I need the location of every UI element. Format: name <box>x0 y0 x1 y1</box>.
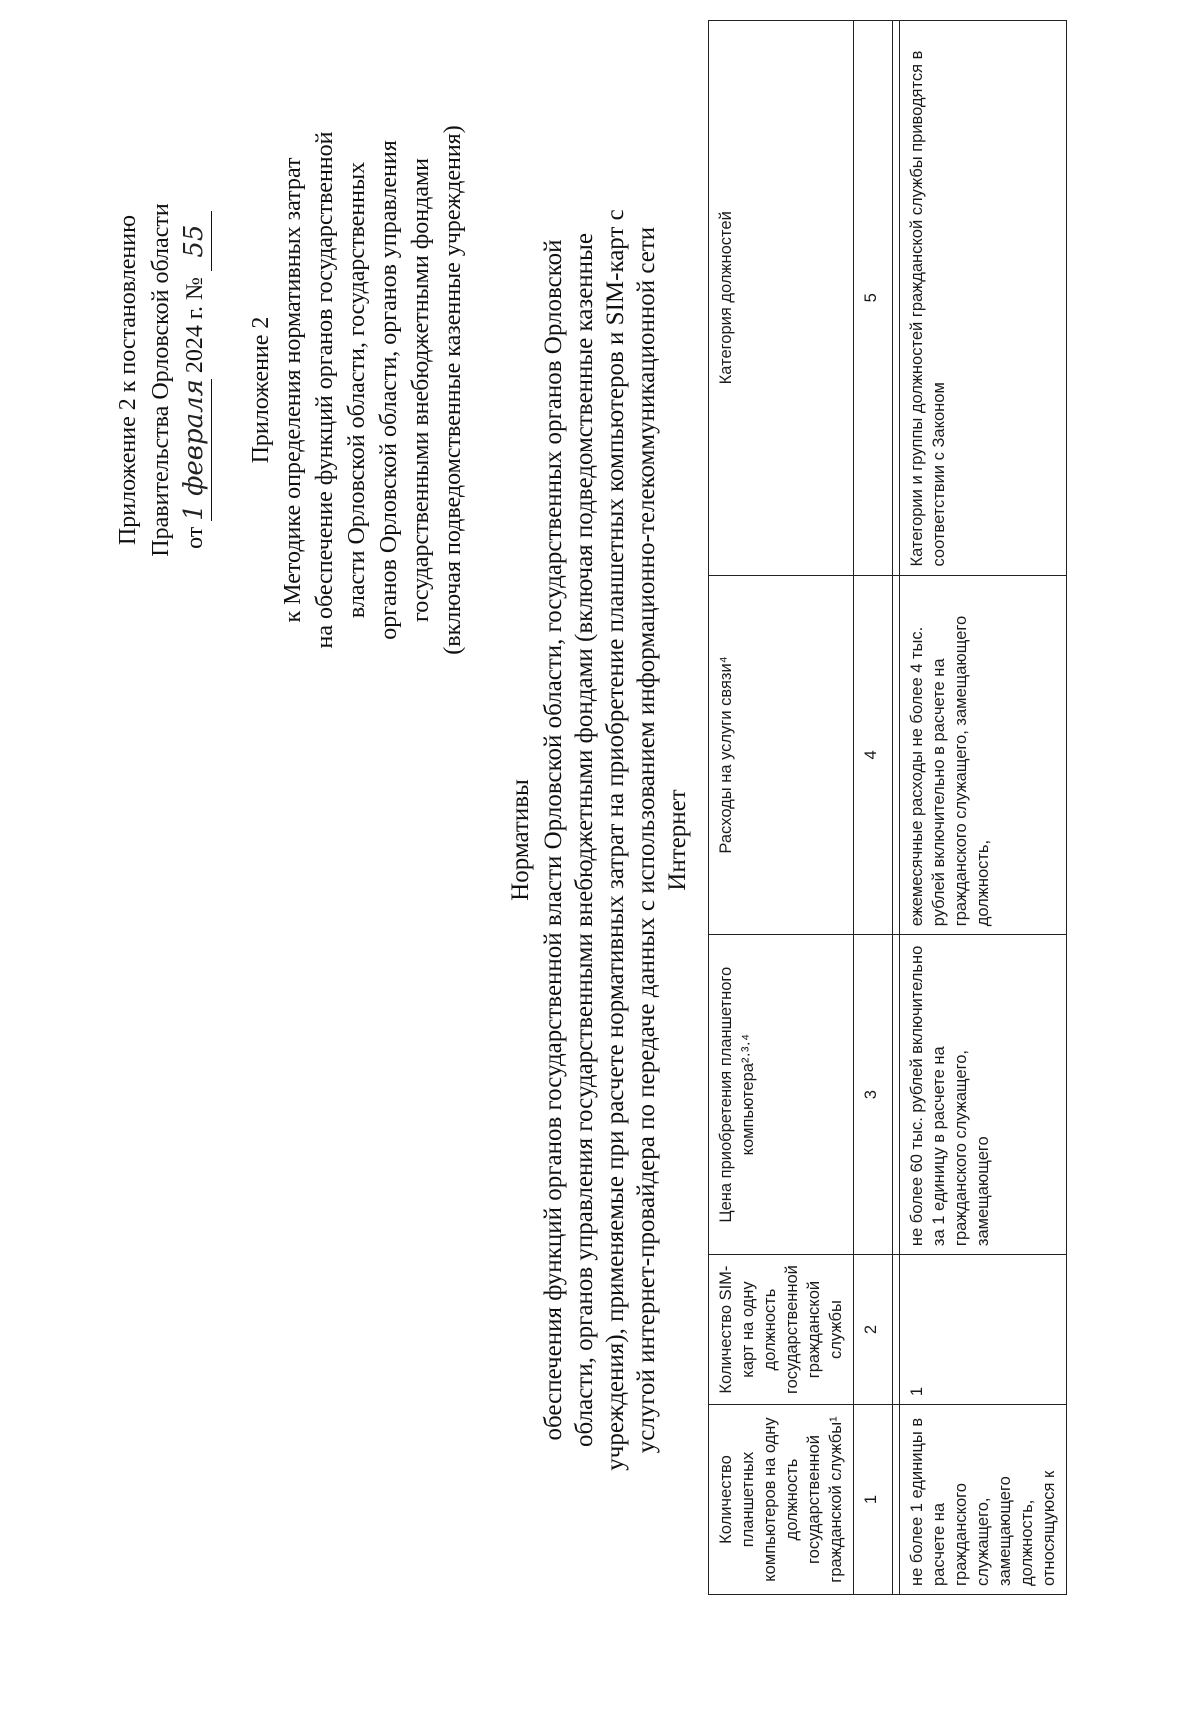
appendix-line: государственными внебюджетными фондами <box>408 158 434 623</box>
header-line-2: Правительства Орловской области <box>148 203 174 557</box>
table-header-row <box>709 21 854 1595</box>
norms-title: Нормативы <box>507 779 534 901</box>
norms-title-block <box>505 60 693 1620</box>
table-separator <box>893 21 900 1595</box>
norms-line: области, органов управления государственными внебюджетными фондами (включая подведомственные казенные <box>571 233 598 1447</box>
cell-tablet-price: не более 60 тыс. рублей включительно за 1 единицу в расчете на гражданского служащего, замещающего <box>900 935 1067 1255</box>
appendix-line: власти Орловской области, государственных <box>344 161 370 619</box>
column-number: 2 <box>854 1255 893 1405</box>
column-number: 5 <box>854 21 893 576</box>
resolution-header <box>112 100 212 660</box>
header-position-category: Категория должностей <box>709 21 854 576</box>
appendix-title: Приложение 2 <box>248 316 274 464</box>
column-number: 4 <box>854 575 893 935</box>
separator-cell <box>893 935 900 1255</box>
header-tablet-price: Цена приобретения планшетного компьютера²·³·⁴ <box>709 935 854 1255</box>
appendix-line: (включая подведомственные казенные учреждения) <box>440 125 466 655</box>
appendix-line: на обеспечение функций органов государственной <box>312 131 338 649</box>
norms-line: услугой интернет-провайдера по передаче данных с использованием информационно-телекоммуникационной сети <box>633 226 660 1454</box>
norms-line: учреждения), применяемые при расчете нормативных затрат на приобретение планшетных компьютеров и SIM-карт с <box>602 209 629 1471</box>
norms-line: Интернет <box>664 789 691 891</box>
from-label: от <box>182 526 208 549</box>
norms-line: обеспечения функций органов государственной власти Орловской области, государственных органов Орловской <box>540 239 567 1441</box>
cell-sim-count: 1 <box>900 1255 1067 1405</box>
header-communication-costs: Расходы на услуги связи⁴ <box>709 575 854 935</box>
cell-communication-costs: ежемесячные расходы не более 4 тыс. рублей включительно в расчете на гражданского служащего, замещающего должность, <box>900 575 1067 935</box>
norms-table <box>708 20 1067 1595</box>
handwritten-number: 55 <box>178 211 212 271</box>
header-sim-per-position: Количество SIM-карт на одну должность государственной гражданской службы <box>709 1255 854 1405</box>
column-number: 3 <box>854 935 893 1255</box>
cell-position-category: Категории и группы должностей гражданской службы приводятся в соответствии с Законом <box>900 21 1067 576</box>
separator-cell <box>893 1405 900 1595</box>
column-number: 1 <box>854 1405 893 1595</box>
handwritten-date: 1 февраля <box>178 379 212 521</box>
separator-cell <box>893 1255 900 1405</box>
year-number-label: 2024 г. № <box>182 277 208 374</box>
table-number-row <box>854 21 893 1595</box>
appendix-line: к Методике определения нормативных затрат <box>280 157 306 623</box>
separator-cell <box>893 21 900 576</box>
table-row <box>900 21 1067 1595</box>
header-line-1: Приложение 2 к постановлению <box>115 214 141 546</box>
separator-cell <box>893 575 900 935</box>
appendix-line: органов Орловской области, органов управления <box>376 140 402 640</box>
header-date-line <box>178 100 212 660</box>
appendix-block <box>245 70 469 710</box>
header-tablets-per-position: Количество планшетных компьютеров на одну должность государственной гражданской службы¹ <box>709 1405 854 1595</box>
cell-tablet-count: не более 1 единицы в расчете на гражданского служащего, замещающего должность, относящуюся к <box>900 1405 1067 1595</box>
